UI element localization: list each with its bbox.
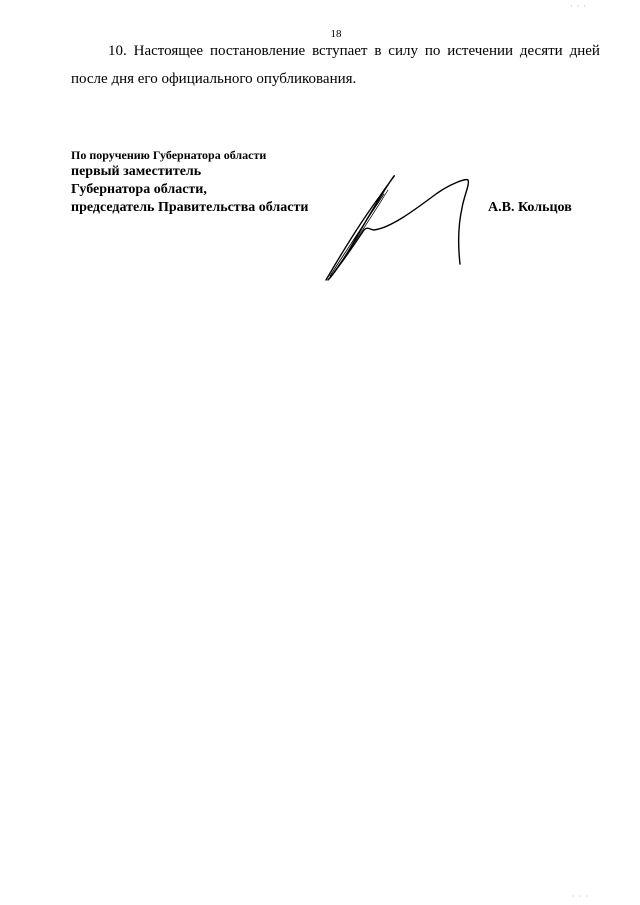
signature-authority-line: По поручению Губернатора области	[71, 148, 267, 162]
scan-artifact-bottom: · · ·	[572, 892, 589, 901]
signer-position-line-1: первый заместитель	[71, 164, 202, 179]
paragraph-line-1: 10. Настоящее постановление вступает в силу по истечении десяти дней	[108, 43, 600, 59]
signer-name: А.В. Кольцов	[488, 200, 572, 215]
page-number: 18	[330, 28, 342, 40]
handwritten-signature	[318, 168, 488, 286]
scan-artifact-top: · · ·	[570, 2, 587, 11]
paragraph-line-2: после дня его официального опубликования.	[71, 71, 357, 87]
signature-block	[71, 147, 308, 217]
signer-position-line-2: Губернатора области,	[71, 182, 207, 197]
signer-position-line-3: председатель Правительства области	[71, 200, 309, 215]
